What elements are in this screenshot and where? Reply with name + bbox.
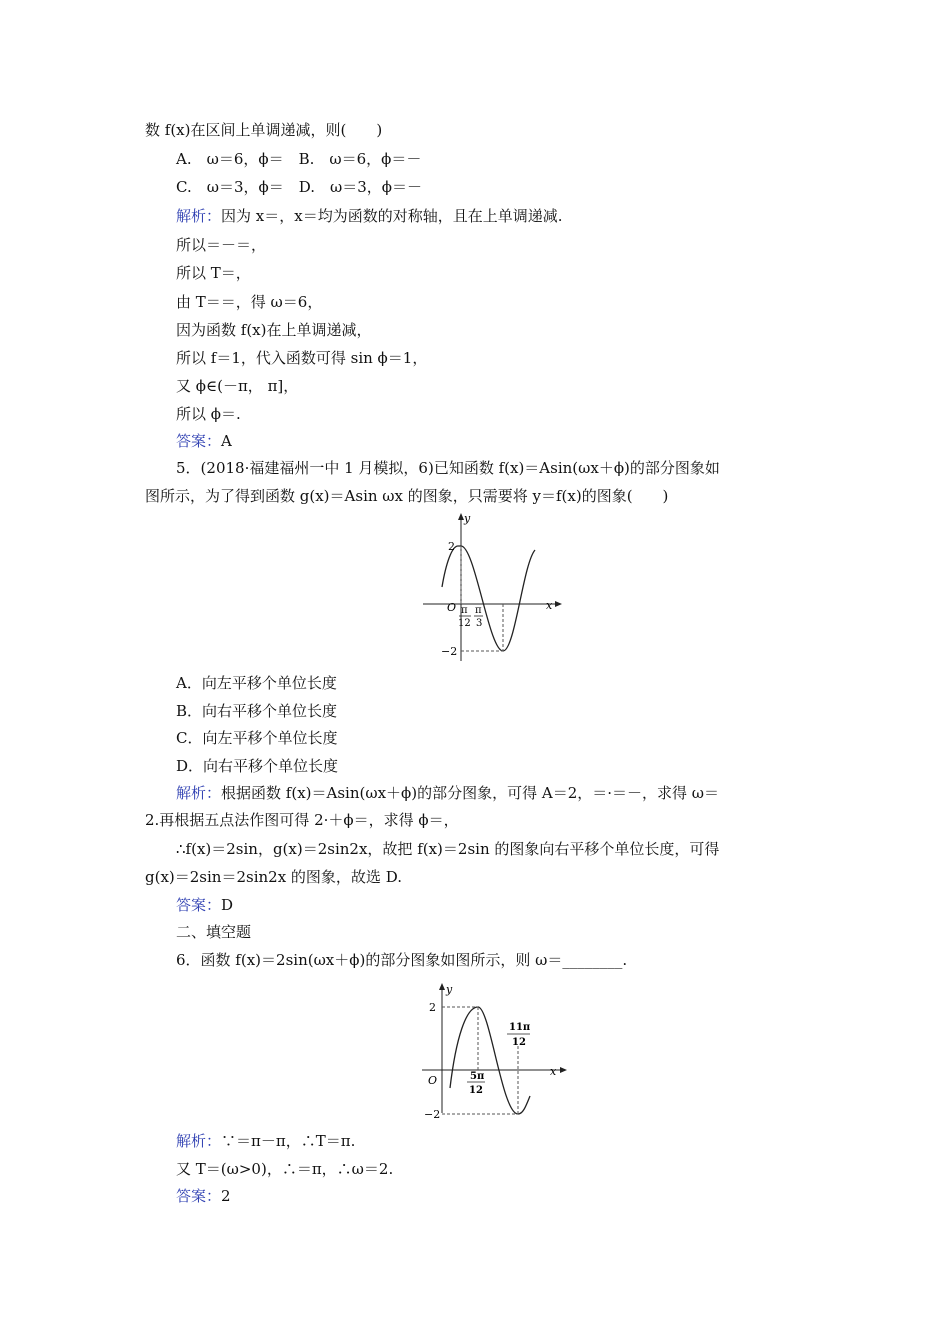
question-line: 图所示，为了得到函数 g(x)＝Asin ωx 的图象，只需要将 y＝f(x)的图象( ) [145, 487, 669, 505]
x-tick-pi12-den: 12 [458, 618, 471, 629]
solution-line [176, 1131, 355, 1151]
answer-label: 答案： [176, 896, 222, 914]
y-axis-label: y [446, 983, 453, 996]
text-line: 因为函数 f(x)在上单调递减， [176, 321, 372, 339]
y-tick-bottom: −2 [424, 1108, 441, 1118]
question-line: 6．函数 f(x)＝2sin(ωx＋ϕ)的部分图象如图所示，则 ω＝________. [176, 951, 628, 969]
y-tick-top: 2 [448, 540, 455, 553]
x-tick-pi3-num: π [475, 605, 482, 616]
answer-text: A [221, 432, 232, 450]
solution-text: ∵＝π－π，∴T＝π. [221, 1132, 356, 1150]
x-axis-label: x [550, 1065, 557, 1078]
y-axis-label: y [464, 512, 471, 525]
option-line: A. ω＝6，ϕ＝ B. ω＝6，ϕ＝－ [176, 150, 422, 168]
solution-label: 解析： [176, 207, 222, 225]
text-line: 所以＝－＝， [176, 236, 267, 254]
option-line: C. ω＝3，ϕ＝ D. ω＝3，ϕ＝－ [176, 178, 422, 196]
option-a: A．向左平移个单位长度 [176, 674, 337, 692]
answer-text: 2 [221, 1187, 231, 1205]
origin-label: O [447, 601, 457, 614]
text-line: g(x)＝2sin＝2sin2x 的图象，故选 D. [145, 868, 402, 886]
y-tick-top: 2 [429, 1001, 436, 1014]
solution-line [176, 206, 562, 226]
solution-line [176, 783, 719, 803]
text-line: 所以 ϕ＝. [176, 405, 241, 423]
solution-label: 解析： [176, 784, 222, 802]
solution-text: 因为 x＝，x＝均为函数的对称轴，且在上单调递减. [221, 207, 563, 225]
section-heading: 二、填空题 [176, 923, 252, 941]
x-tick-pi12-num: π [461, 605, 468, 616]
solution-text: 根据函数 f(x)＝Asin(ωx＋ϕ)的部分图象，可得 A＝2，＝·＝－，求得 ω＝ [221, 784, 720, 802]
sine-graph-figure-1 [415, 508, 570, 663]
y-tick-bottom: −2 [441, 645, 458, 658]
text-line: 又 ϕ∈(－π， π]， [176, 377, 299, 395]
text-line: 所以 T＝， [176, 264, 251, 282]
answer-line [176, 895, 233, 915]
text-line: 由 T＝＝，得 ω＝6， [176, 293, 323, 311]
x-tick-11pi12-den: 12 [512, 1037, 526, 1048]
answer-line [176, 1186, 231, 1206]
x-tick-5pi12-num: 5π [470, 1071, 485, 1082]
option-d: D．向右平移个单位长度 [176, 757, 339, 775]
question-line: 5．(2018·福建福州一中 1 月模拟，6)已知函数 f(x)＝Asin(ωx＋ϕ)的部分图象如 [176, 459, 720, 477]
solution-label: 解析： [176, 1132, 222, 1150]
text-line: 数 f(x)在区间上单调递减，则( ) [145, 121, 383, 139]
answer-label: 答案： [176, 432, 222, 450]
text-line: 所以 f＝1，代入函数可得 sin ϕ＝1， [176, 349, 428, 367]
answer-text: D [221, 896, 234, 914]
option-c: C．向左平移个单位长度 [176, 729, 338, 747]
answer-label: 答案： [176, 1187, 222, 1205]
answer-line [176, 431, 232, 451]
x-tick-5pi12-den: 12 [469, 1085, 483, 1096]
origin-label: O [428, 1074, 438, 1087]
sine-graph-figure-2 [410, 978, 570, 1118]
text-line: 又 T＝(ω>0)，∴＝π，∴ω＝2. [176, 1160, 394, 1178]
x-tick-11pi12-num: 11π [509, 1022, 531, 1033]
x-tick-pi3-den: 3 [476, 618, 483, 629]
text-line: 2.再根据五点法作图可得 2·＋ϕ＝，求得 ϕ＝， [145, 811, 459, 829]
x-axis-label: x [546, 599, 553, 612]
text-line: ∴f(x)＝2sin，g(x)＝2sin2x，故把 f(x)＝2sin 的图象向右平移个单位长度，可得 [176, 840, 720, 858]
option-b: B．向右平移个单位长度 [176, 702, 338, 720]
